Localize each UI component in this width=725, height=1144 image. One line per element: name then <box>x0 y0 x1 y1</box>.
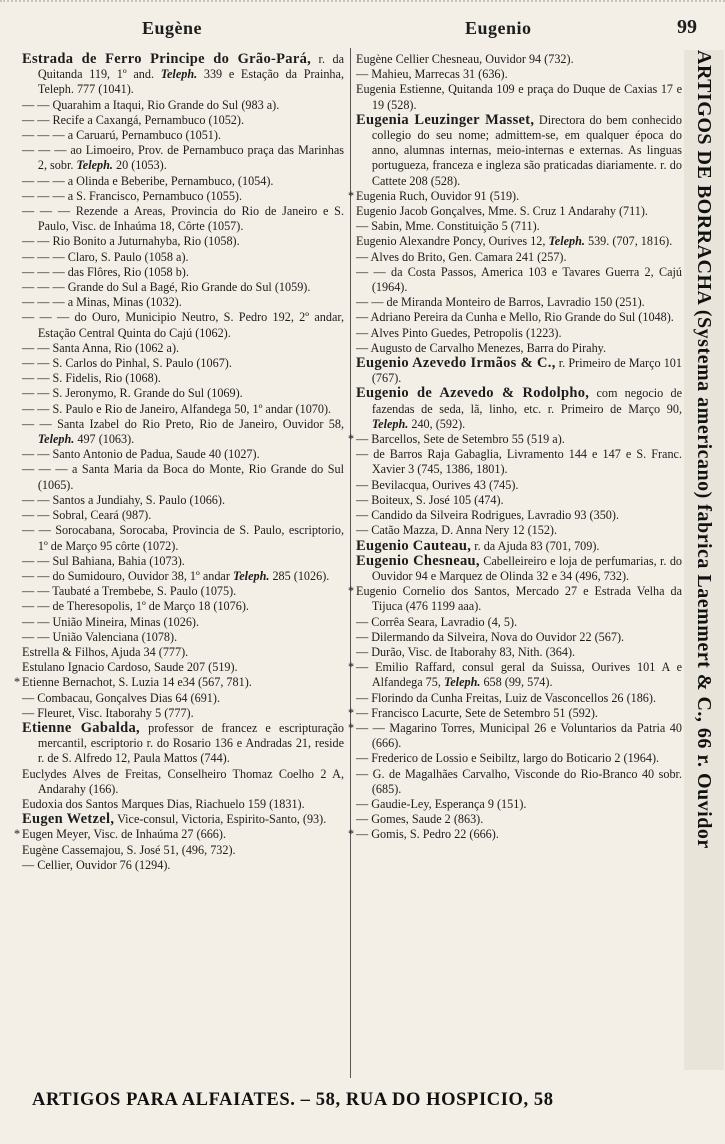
entry-text: — Alves Pinto Guedes, Petropolis (1223). <box>356 325 562 340</box>
entry-text: — — Santo Antonio de Padua, Saude 40 (1027). <box>22 447 260 462</box>
directory-entry <box>348 720 682 751</box>
directory-entry <box>356 478 682 493</box>
entry-text: Estrella & Filhos, Ajuda 34 (777). <box>22 644 189 659</box>
entry-text: — — de Theresopolis, 1º de Março 18 (1076). <box>22 599 249 614</box>
directory-entry <box>356 113 682 189</box>
entry-text: — — União Valenciana (1078). <box>22 629 178 644</box>
entry-text: — — de Miranda Monteiro de Barros, Lavradio 150 (251). <box>356 295 645 310</box>
directory-entry <box>356 386 682 432</box>
entry-asterisk: * <box>348 584 355 599</box>
entry-text: — Gaudie-Ley, Esperança 9 (151). <box>356 796 527 811</box>
entry-text: — Candido da Silveira Rodrigues, Lavradio 93 (350). <box>356 508 619 523</box>
directory-entry <box>348 584 682 614</box>
directory-entry <box>348 188 682 204</box>
directory-entry <box>348 432 682 447</box>
entry-text: — — da Costa Passos, America 103 e Tavares Guerra 2, Cajú (1964). <box>356 264 682 295</box>
entry-telephone-label: Teleph. <box>76 158 113 173</box>
directory-entry <box>22 417 344 447</box>
entry-text: — — Sorocabana, Sorocaba, Provincia de S. Paulo, escriptorio, 1º de Março 95 côrte (1072). <box>22 523 344 553</box>
directory-entry <box>356 447 682 477</box>
directory-entry <box>22 569 344 584</box>
entry-text: — Frederico de Lossio e Seibiltz, largo do Boticario 2 (1964). <box>356 751 660 766</box>
entry-text: — — S. Fidelis, Rio (1068). <box>22 371 161 386</box>
directory-entry <box>22 843 344 858</box>
directory-entry <box>22 98 344 113</box>
directory-entry <box>356 310 682 325</box>
entry-text: — Catão Mazza, D. Anna Nery 12 (152). <box>356 523 558 538</box>
entry-text: — Corrêa Seara, Lavradio (4, 5). <box>356 614 518 629</box>
directory-entry <box>356 250 682 265</box>
directory-entry <box>356 52 682 67</box>
entry-text: — — Taubaté a Trembebe, S. Paulo (1075). <box>22 584 237 599</box>
entry-text: — — — das Flôres, Rio (1058 b). <box>22 264 189 279</box>
directory-entry <box>22 615 344 630</box>
directory-entry <box>356 812 682 827</box>
entry-text: — — Santa Izabel do Rio Preto, Rio de Janeiro, Ouvidor 58, <box>22 416 344 431</box>
directory-entry <box>356 797 682 812</box>
directory-entry <box>22 599 344 614</box>
entry-text: — — — Rezende a Areas, Provincia do Rio de Janeiro e S. Paulo, Visc. de Inhaúma 18, Côrte (1057). <box>22 204 344 234</box>
directory-entry <box>356 645 682 660</box>
directory-entry <box>22 265 344 280</box>
entry-text: — Combacau, Gonçalves Dias 64 (691). <box>22 690 220 705</box>
directory-entry <box>356 341 682 356</box>
entry-asterisk: * <box>348 188 355 203</box>
directory-entry <box>22 660 344 675</box>
entry-text: — — União Mineira, Minas (1026). <box>22 614 200 629</box>
entry-text: — G. de Magalhães Carvalho, Visconde do Rio-Branco 40 sobr. (685). <box>356 766 682 796</box>
directory-entry <box>14 675 344 690</box>
directory-entry <box>356 265 682 295</box>
entry-text: — de Barros Raja Gabaglia, Livramento 144 e 147 e S. Franc. Xavier 3 (745, 1386, 1801). <box>356 447 682 477</box>
directory-entry <box>356 356 682 386</box>
entry-text: — — Santos a Jundiahy, S. Paulo (1066). <box>22 492 226 507</box>
directory-entry <box>22 280 344 295</box>
entry-text: — — — a Santa Maria da Boca do Monte, Rio Grande do Sul (1065). <box>22 462 344 492</box>
directory-entry <box>22 310 344 340</box>
directory-entry <box>22 250 344 265</box>
entry-text: — Durão, Visc. de Itaborahy 83, Nith. (364). <box>356 644 576 659</box>
entry-text: — — — ao Limoeiro, Prov. de Pernambuco praça das Marinhas 2, sobr. <box>22 143 344 173</box>
entry-telephone-label: Teleph. <box>37 432 75 447</box>
entry-telephone-label: Teleph. <box>232 568 270 583</box>
directory-entry <box>22 858 344 873</box>
entry-text: r. Primeiro de Março 101 (767). <box>371 356 682 386</box>
entry-text: — Bevilacqua, Ourives 43 (745). <box>356 477 519 492</box>
directory-entry <box>22 386 344 401</box>
entry-text: — Francisco Lacurte, Sete de Setembro 51 (592). <box>356 705 598 720</box>
directory-entry <box>22 204 344 234</box>
entry-asterisk: * <box>348 660 355 675</box>
entry-text-tail: 658 (99, 574). <box>480 675 553 690</box>
left-column <box>14 51 344 873</box>
entry-text-tail: 240, (592). <box>408 416 466 431</box>
sidebar-advertisement <box>684 50 724 1070</box>
entry-text: — — Sul Bahiana, Bahia (1073). <box>22 553 185 568</box>
directory-entry <box>22 189 344 204</box>
entry-text: — Florindo da Cunha Freitas, Luiz de Vasconcellos 26 (186). <box>356 690 657 705</box>
directory-entry <box>22 508 344 523</box>
entry-text: Cabelleireiro e loja de perfumarias, r. do Ouvidor 94 e Marquez de Olinda 32 e 34 (496, 732). <box>371 553 683 583</box>
entry-text: — — — do Ouro, Municipio Neutro, S. Pedro 192, 2º andar, Estação Central Quinta do Cajú (1062). <box>22 310 344 340</box>
directory-entry <box>348 660 682 690</box>
entry-text: Eugen Meyer, Visc. de Inhaúma 27 (666). <box>22 827 226 842</box>
directory-entry <box>356 204 682 219</box>
entry-text: — — — a S. Francisco, Pernambuco (1055). <box>22 188 243 203</box>
directory-entry <box>22 554 344 569</box>
directory-entry <box>22 797 344 812</box>
entry-asterisk: * <box>348 705 355 720</box>
directory-entry <box>356 234 682 249</box>
directory-entry <box>356 691 682 706</box>
directory-entry <box>22 493 344 508</box>
entry-asterisk: * <box>348 432 355 447</box>
entry-text: — Gomis, S. Pedro 22 (666). <box>356 827 499 842</box>
entry-text: — — S. Jeronymo, R. Grande do Sul (1069). <box>22 386 243 401</box>
directory-entry <box>22 462 344 492</box>
directory-entry <box>22 174 344 189</box>
entry-text: — Gomes, Saude 2 (863). <box>356 812 484 827</box>
entry-text: — — Rio Bonito a Juturnahyba, Rio (1058). <box>22 234 240 249</box>
entry-text: — — — a Caruarú, Pernambuco (1051). <box>22 128 222 143</box>
directory-entry <box>14 827 344 842</box>
entry-text: Eugenia Estienne, Quitanda 109 e praça do Duque de Caxias 17 e 19 (528). <box>356 82 682 112</box>
entry-text: — — — Claro, S. Paulo (1058 a). <box>22 249 189 264</box>
entry-text-tail: 285 (1026). <box>269 568 330 583</box>
directory-entry <box>22 584 344 599</box>
entry-name-bold: Eugenio de Azevedo & Rodolpho, <box>356 385 590 402</box>
entry-text-tail: 20 (1053). <box>112 158 167 173</box>
directory-entry <box>356 219 682 234</box>
directory-entry <box>22 356 344 371</box>
directory-entry <box>22 113 344 128</box>
directory-entry <box>22 721 344 767</box>
entry-text: Estulano Ignacio Cardoso, Saude 207 (519). <box>22 660 238 675</box>
entry-name-bold: Eugenio Cauteau, <box>356 537 472 554</box>
entry-text-tail: 497 (1063). <box>74 432 135 447</box>
entry-telephone-label: Teleph. <box>548 234 585 249</box>
directory-entry <box>356 751 682 766</box>
directory-entry <box>22 447 344 462</box>
right-running-head: Eugenio <box>465 18 532 38</box>
entry-name-bold: Eugen Wetzel, <box>22 811 115 828</box>
entry-text: Vice-consul, Victoria, Espirito-Santo, (93). <box>114 812 327 827</box>
entry-text: — Barcellos, Sete de Setembro 55 (519 a). <box>356 432 565 447</box>
directory-entry <box>356 82 682 112</box>
directory-entry <box>356 508 682 523</box>
entry-telephone-label: Teleph. <box>371 416 409 431</box>
entry-text: — — Recife a Caxangá, Pernambuco (1052). <box>22 112 245 127</box>
top-edge-marks <box>0 0 725 8</box>
entry-text: Etienne Bernachot, S. Luzia 14 e34 (567, 781). <box>22 675 252 690</box>
directory-entry <box>356 295 682 310</box>
entry-text: — Augusto de Carvalho Menezes, Barra do Pirahy. <box>356 340 607 355</box>
entry-text: — — do Sumidouro, Ouvidor 38, 1º andar <box>22 568 233 583</box>
directory-entry <box>22 341 344 356</box>
entry-name-bold: Eugenia Leuzinger Masset, <box>356 111 535 128</box>
directory-entry <box>356 615 682 630</box>
entry-text: — Alves do Brito, Gen. Camara 241 (257). <box>356 249 567 264</box>
entry-text: — Adriano Pereira da Cunha e Mello, Rio Grande do Sul (1048). <box>356 310 674 325</box>
entry-text: — — Santa Anna, Rio (1062 a). <box>22 340 180 355</box>
entry-text: Eugène Cellier Chesneau, Ouvidor 94 (732). <box>356 52 574 66</box>
entry-text: — — S. Carlos do Pinhal, S. Paulo (1067). <box>22 356 232 371</box>
entry-telephone-label: Teleph. <box>443 675 481 690</box>
page-number: 99 <box>677 16 697 38</box>
entry-text: — — — Grande do Sul a Bagé, Rio Grande do Sul (1059). <box>22 280 311 295</box>
right-column <box>348 52 683 843</box>
directory-entry <box>22 128 344 143</box>
directory-entry <box>22 295 344 310</box>
directory-entry <box>22 234 344 249</box>
entry-text: com negocio de fazendas de seda, lã, linho, etc. r. Primeiro de Março 90, <box>371 386 682 416</box>
entry-text: — Emilio Raffard, consul geral da Suissa, Ourives 101 A e Alfandega 75, <box>356 660 682 690</box>
entry-asterisk: * <box>14 827 21 842</box>
directory-entry <box>356 493 682 508</box>
directory-entry <box>22 706 344 721</box>
entry-text: — — Magarino Torres, Municipal 26 e Voluntarios da Patria 40 (666). <box>356 720 682 751</box>
entry-asterisk: * <box>14 675 21 690</box>
directory-entry <box>22 402 344 417</box>
entry-text: Eugenio Cornelio dos Santos, Mercado 27 e Estrada Velha da Tijuca (476 1199 aaa). <box>356 584 682 614</box>
directory-entry <box>22 52 344 98</box>
entry-text: — Fleuret, Visc. Itaborahy 5 (777). <box>22 705 194 720</box>
directory-entry <box>22 523 344 553</box>
entry-telephone-label: Teleph. <box>160 67 198 82</box>
directory-entry <box>356 767 682 797</box>
directory-entry <box>356 326 682 341</box>
entry-text: — Dilermando da Silveira, Nova do Ouvidor 22 (567). <box>356 629 625 644</box>
entry-name-bold: Eugenio Azevedo Irmãos & C., <box>356 355 556 372</box>
entry-text: — — S. Paulo e Rio de Janeiro, Alfandega 50, 1º andar (1070). <box>22 401 332 416</box>
directory-entry <box>22 645 344 660</box>
entry-asterisk: * <box>348 827 355 842</box>
entry-asterisk: * <box>348 720 355 735</box>
directory-entry <box>348 827 682 842</box>
directory-entry <box>356 539 682 554</box>
entry-text: — Mahieu, Marrecas 31 (636). <box>356 67 508 82</box>
directory-entry <box>22 630 344 645</box>
entry-text: — Sabin, Mme. Constituição 5 (711). <box>356 219 540 234</box>
directory-entry <box>356 630 682 645</box>
entry-text: — — Quarahim a Itaqui, Rio Grande do Sul (983 a). <box>22 97 280 112</box>
entry-text-tail: 539. (707, 1816). <box>584 234 673 249</box>
directory-entry <box>356 554 682 584</box>
entry-name-bold: Estrada de Ferro Principe do Grão-Pará, <box>22 51 312 67</box>
left-running-head: Eugène <box>142 18 203 38</box>
directory-entry <box>22 143 344 173</box>
entry-text: Directora do bem conhecido collegio do seu nome; admittem-se, em qualquer época do anno, alumnas internas, meio-internas e externas. As linguas portugueza, franceza e ingleza são praticadas diariamente. r. do Cattete 208 (528). <box>371 112 682 188</box>
entry-text: Euclydes Alves de Freitas, Conselheiro Thomaz Coelho 2 A, Andarahy (166). <box>22 766 344 796</box>
entry-text: — — — a Minas, Minas (1032). <box>22 295 182 310</box>
directory-entry <box>22 371 344 386</box>
entry-text: — Boiteux, S. José 105 (474). <box>356 492 504 507</box>
entry-text: professor de francez e escripturação mercantil, escriptorio r. do Rosario 136 e Andradas 21, reside r. de S. Alfredo 12, Paula Mattos (744). <box>37 720 344 766</box>
entry-text-tail: 339 e Estação da Prainha, Teleph. 777 (1041). <box>37 67 344 97</box>
entry-text: Eugenia Ruch, Ouvidor 91 (519). <box>356 188 520 203</box>
entry-text: Eugenio Alexandre Poncy, Ourives 12, <box>356 234 549 249</box>
entry-text: Eudoxia dos Santos Marques Dias, Riachuelo 159 (1831). <box>22 796 305 811</box>
entry-text: — — — a Olinda e Beberibe, Pernambuco, (1054). <box>22 173 274 188</box>
entry-text: r. da Quitanda 119, 1º and. <box>37 52 344 82</box>
sidebar-ad-text: ARTIGOS DE BORRACHA (Systema americano) fabrica Laemmert & C., 66 r. Ouvidor <box>693 50 715 849</box>
directory-entry <box>356 67 682 82</box>
directory-entry <box>348 705 682 721</box>
entry-text: — Cellier, Ouvidor 76 (1294). <box>22 857 171 872</box>
directory-entry <box>22 767 344 797</box>
entry-name-bold: Etienne Gabalda, <box>22 719 140 736</box>
entry-text: Eugène Cassemajou, S. José 51, (496, 732). <box>22 842 236 857</box>
directory-entry <box>22 691 344 706</box>
directory-entry <box>22 812 344 827</box>
entry-text: — — Sobral, Ceará (987). <box>22 508 152 523</box>
directory-entry <box>356 523 682 538</box>
entry-text: r. da Ajuda 83 (701, 709). <box>471 538 600 553</box>
entry-name-bold: Eugenio Chesneau, <box>356 552 480 569</box>
entry-text: Eugenio Jacob Gonçalves, Mme. S. Cruz 1 Andarahy (711). <box>356 204 648 219</box>
footer-advertisement: ARTIGOS PARA ALFAIATES. – 58, RUA DO HOSPICIO, 58 <box>32 1090 554 1110</box>
